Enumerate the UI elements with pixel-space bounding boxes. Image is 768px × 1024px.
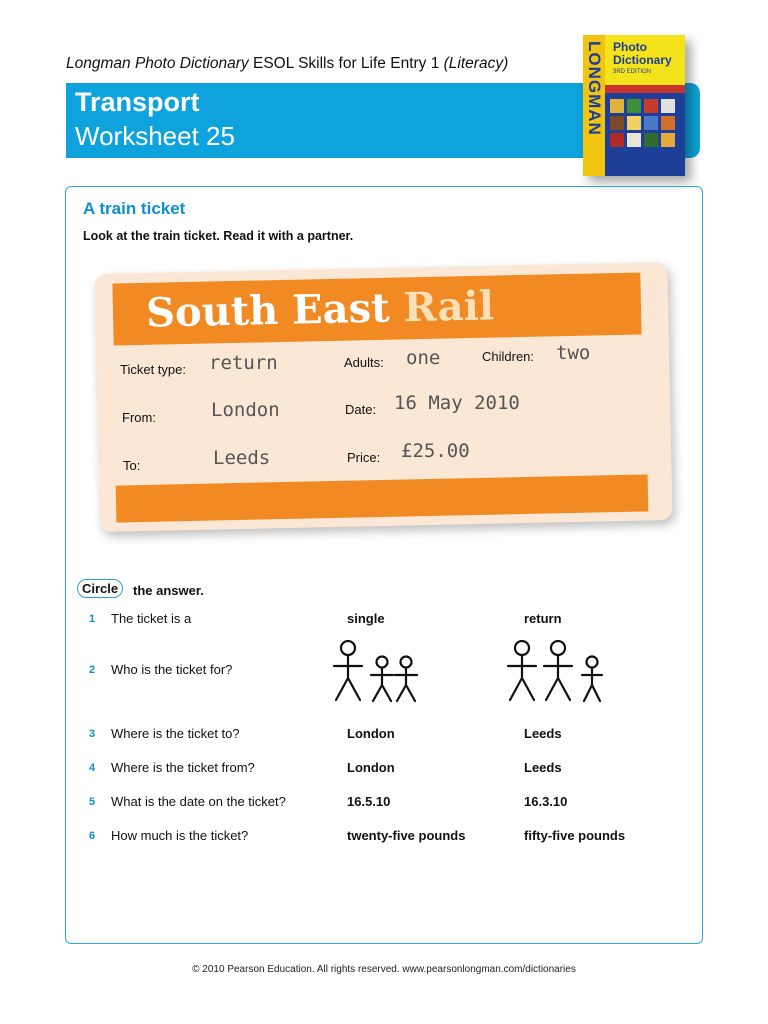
answer-option-a[interactable]: single — [347, 611, 385, 626]
answer-option-a[interactable]: twenty-five pounds — [347, 828, 466, 843]
question-text: The ticket is a — [111, 611, 192, 626]
label-children: Children: — [482, 349, 535, 364]
cover-photo-tile — [610, 133, 624, 147]
question-text: Who is the ticket for? — [111, 662, 233, 677]
cover-photo-tile — [661, 99, 675, 113]
cover-photo-tile — [627, 116, 641, 130]
question-number: 4 — [89, 762, 96, 774]
question-number: 6 — [89, 830, 96, 842]
question-text: What is the date on the ticket? — [111, 794, 286, 809]
cover-photo-tile — [627, 99, 641, 113]
answer-option-b[interactable]: 16.3.10 — [524, 794, 568, 809]
cover-photo-tile — [644, 133, 658, 147]
value-date: 16 May 2010 — [394, 392, 520, 414]
answer-option-b[interactable]: fifty-five pounds — [524, 828, 626, 843]
label-date: Date: — [345, 402, 377, 417]
answer-option-a[interactable]: London — [347, 760, 395, 775]
label-adults: Adults: — [344, 355, 384, 370]
cover-photo-tile — [627, 133, 641, 147]
question-text: How much is the ticket? — [111, 828, 249, 843]
value-ticket-type: return — [209, 352, 278, 374]
value-to: Leeds — [213, 447, 271, 469]
ticket-brand — [146, 282, 495, 336]
section-instruction: Look at the train ticket. Read it with a partner. — [83, 229, 354, 243]
exercise-instruction: the answer. — [133, 583, 204, 598]
book-title: Longman Photo Dictionary — [66, 55, 249, 72]
answer-option-a[interactable]: London — [347, 726, 395, 741]
label-to: To: — [123, 458, 141, 473]
brand-main: South East — [145, 284, 391, 337]
course-level: (Literacy) — [443, 55, 509, 72]
cover-photo-tile — [644, 99, 658, 113]
answer-option-a[interactable]: 16.5.10 — [347, 794, 391, 809]
value-price: £25.00 — [401, 440, 470, 462]
cover-red-strip — [605, 85, 685, 93]
value-from: London — [211, 399, 280, 421]
book-cover-image — [583, 35, 685, 176]
topic-title: Transport — [75, 87, 200, 117]
label-price: Price: — [347, 450, 381, 465]
section-title: A train ticket — [83, 199, 186, 218]
value-adults: one — [406, 347, 441, 369]
question-number: 3 — [89, 728, 96, 740]
answer-option-b[interactable]: return — [524, 611, 562, 626]
label-ticket-type: Ticket type: — [120, 362, 186, 377]
cover-title: Photo Dictionary — [613, 40, 672, 67]
value-children: two — [556, 342, 591, 364]
question-number: 1 — [89, 613, 96, 625]
cover-photo-tile — [661, 133, 675, 147]
question-number: 5 — [89, 796, 96, 808]
label-from: From: — [122, 410, 156, 425]
question-text: Where is the ticket to? — [111, 726, 240, 741]
cover-photo-tile — [610, 99, 624, 113]
cover-spine — [583, 35, 605, 176]
circle-word: Circle — [77, 579, 123, 598]
question-number: 2 — [89, 664, 96, 676]
stick-figures-two-adults-one-child[interactable] — [502, 640, 607, 704]
worksheet-title: Worksheet 25 — [75, 121, 235, 151]
answer-option-b[interactable]: Leeds — [524, 760, 562, 775]
cover-photo-tile — [610, 116, 624, 130]
cover-photo-tile — [644, 116, 658, 130]
stick-figures-one-adult-two-children[interactable] — [330, 640, 425, 704]
cover-spine-text: LONGMAN — [585, 41, 604, 136]
header-subtitle — [66, 55, 508, 73]
cover-photo-tile — [661, 116, 675, 130]
course-name: ESOL Skills for Life Entry 1 — [248, 55, 444, 72]
footer-copyright: © 2010 Pearson Education. All rights reserved. www.pearsonlongman.com/dictionaries — [192, 964, 576, 975]
question-text: Where is the ticket from? — [111, 760, 255, 775]
answer-option-b[interactable]: Leeds — [524, 726, 562, 741]
brand-rail: Rail — [402, 282, 495, 332]
cover-edition: 3RD EDITION — [613, 69, 652, 75]
